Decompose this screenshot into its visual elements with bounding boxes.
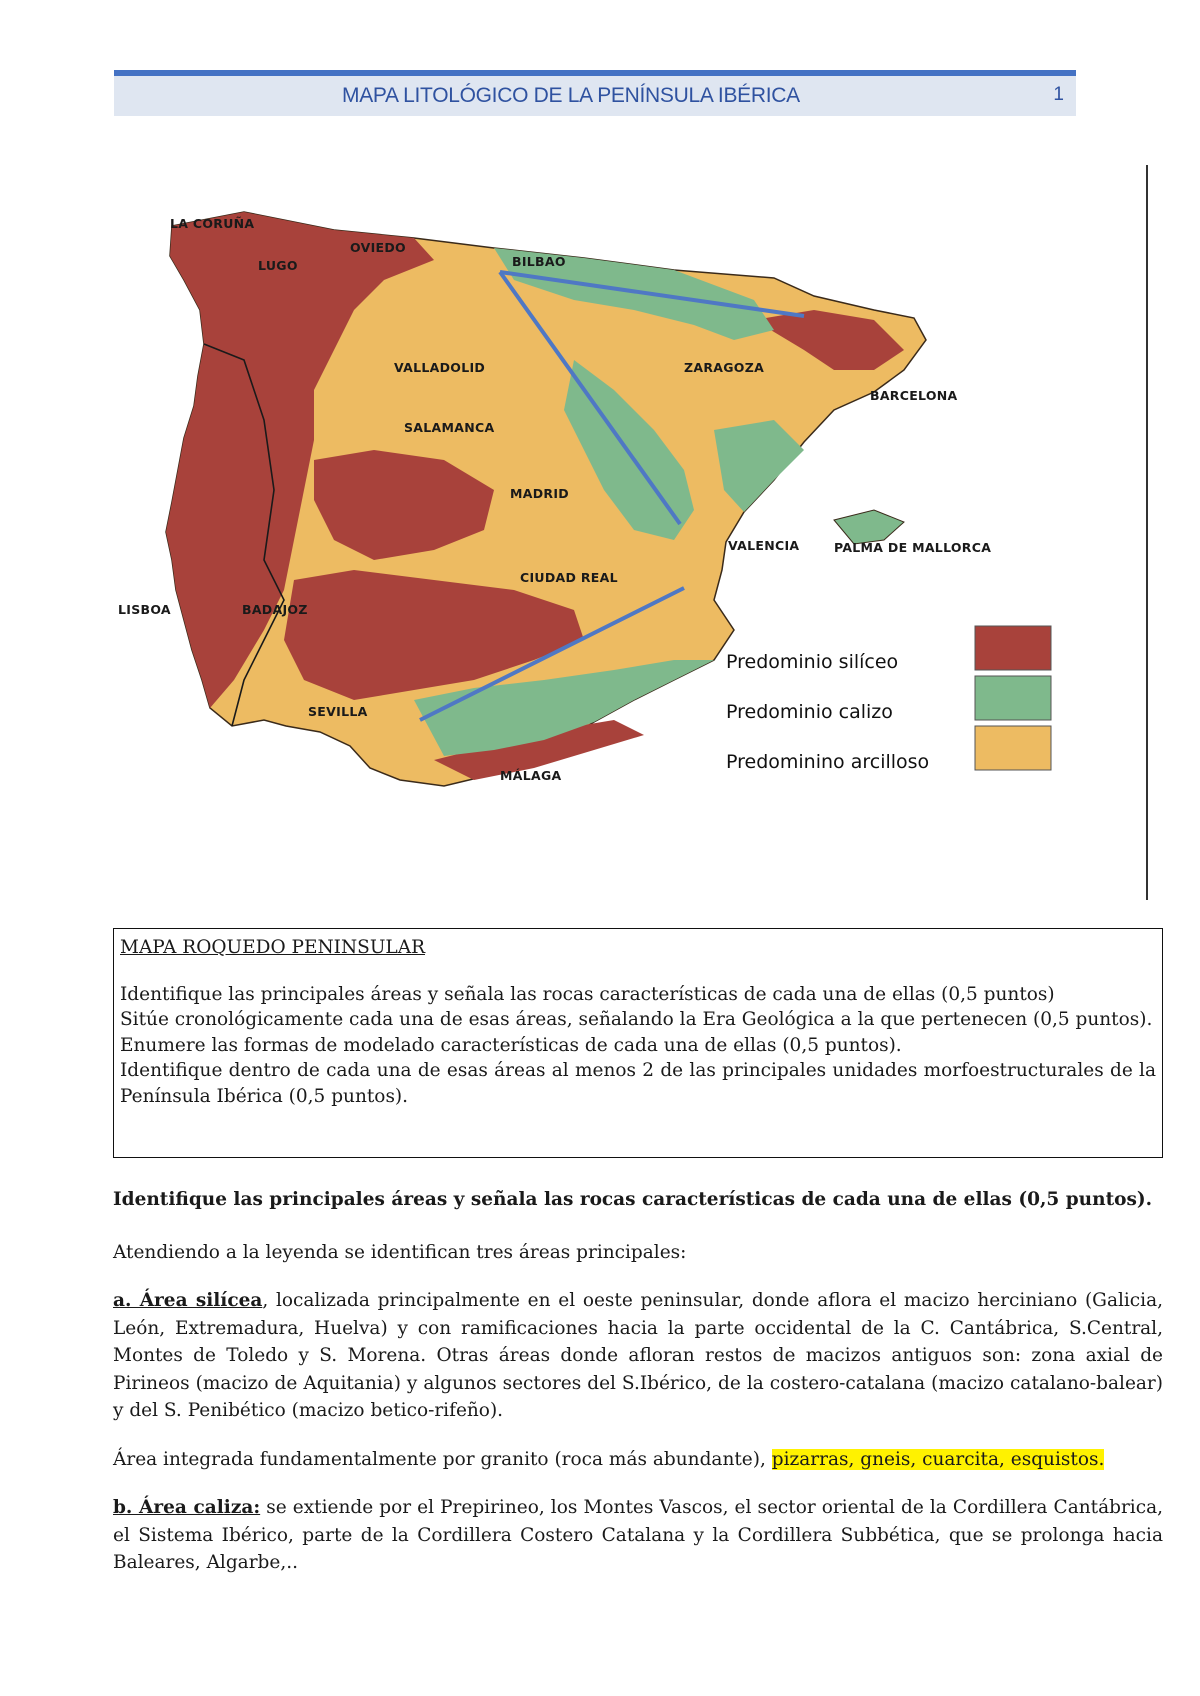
- question-box: [113, 928, 1163, 1158]
- city-label: ZARAGOZA: [684, 360, 765, 375]
- area-b-text: se extiende por el Prepirineo, los Montes Vascos, el sector oriental de la Cordillera Cantábrica, el Sistema Ibérico, parte de la Cordillera Costero Catalana y la Cordillera Subbética, que se prolonga hacia Baleares, Algarbe,..: [113, 1497, 1163, 1573]
- city-label: VALLADOLID: [394, 360, 486, 375]
- legend-swatch-siliceous: [975, 626, 1051, 670]
- header-title: MAPA LITOLÓGICO DE LA PENÍNSULA IBÉRICA: [342, 84, 800, 107]
- area-a-paragraph: [113, 1287, 1163, 1425]
- map-legend: [726, 626, 1051, 773]
- area-b-label: b. Área caliza:: [113, 1497, 261, 1518]
- legend-label: Predominino arcilloso: [726, 751, 930, 773]
- legend-label: Predominio calizo: [726, 701, 893, 723]
- city-label: MADRID: [510, 486, 569, 501]
- map-border: [1146, 165, 1148, 900]
- rocks-highlight: pizarras, gneis, cuarcita, esquistos.: [771, 1448, 1105, 1470]
- answer-heading: Identifique las principales áreas y señala las rocas características de cada una de ellas (0,5 puntos).: [113, 1189, 1153, 1210]
- city-label: BILBAO: [512, 254, 566, 269]
- question-line: Enumere las formas de modelado características de cada una de ellas (0,5 puntos).: [120, 1034, 902, 1056]
- city-label: LUGO: [258, 258, 298, 273]
- intro-paragraph: Atendiendo a la leyenda se identifican tres áreas principales:: [113, 1241, 687, 1263]
- city-label: MÁLAGA: [500, 768, 562, 783]
- area-a-text: , localizada principalmente en el oeste peninsular, donde aflora el macizo herciniano (Galicia, León, Extremadura, Huelva) y con ramificaciones hacia la parte occidental de la C. Cantábrica, S.Central, Montes de Toledo y S. Morena. Otras áreas donde afloran restos de macizos antiguos son: zona axial de Pirineos (macizo de Aquitania) y algunos sectores del S.Ibérico, de la costero-catalana (macizo catalano-balear) y del S. Penibético (macizo betico-rifeño).: [113, 1290, 1163, 1421]
- city-label: OVIEDO: [350, 240, 406, 255]
- area-b-paragraph: [113, 1494, 1163, 1577]
- question-line: Sitúe cronológicamente cada una de esas áreas, señalando la Era Geológica a la que pertenecen (0,5 puntos).: [120, 1009, 1153, 1030]
- map-svg: [114, 160, 1154, 900]
- rocks-text: Área integrada fundamentalmente por granito (roca más abundante),: [113, 1448, 766, 1470]
- lithological-map: [114, 160, 1154, 900]
- legend-swatch-clay: [975, 726, 1051, 770]
- rocks-paragraph: [113, 1446, 1163, 1474]
- city-label: BARCELONA: [870, 388, 958, 403]
- page-number: 1: [1053, 84, 1064, 105]
- answer-body: [113, 1180, 1163, 1577]
- city-label: VALENCIA: [728, 538, 800, 553]
- area-a-label: a. Área silícea: [113, 1290, 263, 1311]
- city-label: LA CORUÑA: [170, 216, 255, 231]
- city-label: SALAMANCA: [404, 420, 495, 435]
- legend-swatch-calcareous: [975, 676, 1051, 720]
- page-header: [114, 70, 1076, 116]
- legend-label: Predominio silíceo: [726, 651, 899, 673]
- city-label: CIUDAD REAL: [520, 570, 618, 585]
- question-line: Identifique dentro de cada una de esas áreas al menos 2 de las principales unidades morfoestructurales de la Península Ibérica (0,5 puntos).: [120, 1060, 1156, 1107]
- city-label: PALMA DE MALLORCA: [834, 540, 992, 555]
- city-label: LISBOA: [118, 602, 171, 617]
- question-line: Identifique las principales áreas y señala las rocas características de cada una de ellas (0,5 puntos): [120, 983, 1055, 1005]
- balearic-islands: [834, 510, 904, 544]
- city-label: SEVILLA: [308, 704, 368, 719]
- question-box-title: MAPA ROQUEDO PENINSULAR: [120, 937, 426, 958]
- city-label: BADAJOZ: [242, 602, 308, 617]
